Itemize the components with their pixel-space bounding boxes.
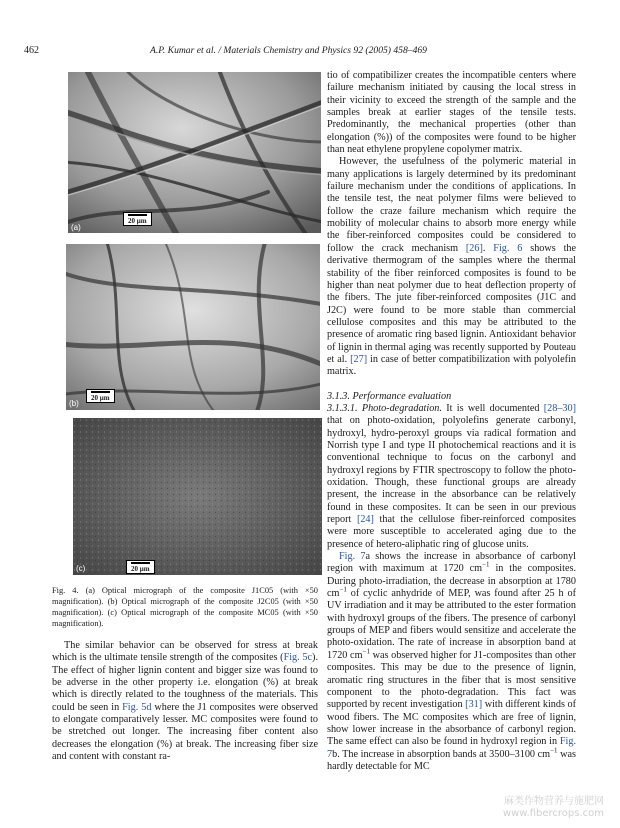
reference-link[interactable]: [31] <box>465 699 483 711</box>
text-run: a shows the increase in absorbance of carbonyl region with maximum at 1720 cm <box>327 551 576 575</box>
text-run: that the cellulose fiber-reinforced composites were more susceptible to accelerated aging due to the presence of hetero-aliphatic ring of glucose units. <box>327 514 576 550</box>
text-run: with different kinds of wood fibers. The MC composites which are free of lignin, show lower increase in the absorbance of carbonyl region. The same effect can also be found in hydroxyl region in <box>327 699 576 748</box>
panel-label-a: (a) <box>71 223 81 232</box>
left-column-text <box>52 640 318 763</box>
text-run: shows the derivative thermogram of the samples where the thermal stability of the fiber reinforced composites is found to be higher than neat polymer due to heat deflection property of the fibers. The jute fiber-reinforced composites (J1C and J2C) were found to be more stable than commercial cellulose composites and this may be attributed to the presence of aromatic ring based lignin. Antioxidant behavior of lignin in thermal aging was recently supported by Pouteau et al. <box>327 242 577 365</box>
running-head: A.P. Kumar et al. / Materials Chemistry and Physics 92 (2005) 458–469 <box>150 45 427 56</box>
text-run: that on photo-oxidation, polyolefins generate carbonyl, hydroxyl, hydro-peroxyl groups via radical formation and Norrish type I and type II photochemical reactions and it is conventional technique to focus on the carbonyl and hydroxyl regions by FTIR spectroscopy to follow the photo-oxidation. Though, these functional groups are already present, the increase in the absorbance can be relatively found in these composites. It can be seen in our previous report <box>327 415 576 526</box>
paragraph-3 <box>327 403 576 551</box>
text-run: b. The increase in absorption bands at 3500–3100 cm <box>332 748 551 760</box>
superscript: −1 <box>362 647 370 656</box>
micrograph-c <box>73 418 322 575</box>
paragraph-4 <box>327 551 576 773</box>
page-number: 462 <box>24 45 39 56</box>
text-run: It is well documented <box>441 402 544 414</box>
panel-label-c: (c) <box>76 564 86 573</box>
figure-column <box>66 72 318 575</box>
micrograph-b <box>66 244 320 410</box>
superscript: −1 <box>482 561 490 570</box>
subsection-heading: 3.1.3.1. Photo-degradation. <box>327 402 442 414</box>
panel-label-b: (b) <box>69 399 79 408</box>
superscript: −1 <box>550 746 558 755</box>
section-heading: 3.1.3. Performance evaluation <box>327 390 452 402</box>
text-run: in case of better compatibilization with polyolefin matrix. <box>327 353 576 378</box>
figure-caption: Fig. 4. (a) Optical micrograph of the composite J1C05 (with ×50 magnification). (b) Optical micrograph of the composite J2C05 (with ×50 magnification). (c) Optical micrograph of the composite MC05 (with ×50 magnification). <box>52 586 318 628</box>
superscript: −1 <box>339 585 347 594</box>
paragraph-1: tio of compatibilizer creates the incompatible centers where failure mechanism initiated by causing the local stress in their vicinity to exceed the strength of the sample and the samples break at earlier stages of the tensile tests. Predominantly, the mechanical properties (other than elongation (%)) of the composites were found to be higher than neat ethylene propylene copolymer matrix. <box>327 70 576 156</box>
micrograph-a <box>68 72 321 233</box>
scale-bar-c: 20 μm <box>126 560 155 574</box>
watermark-line-2: www.fibercrops.com <box>502 808 604 819</box>
watermark <box>503 796 604 820</box>
text-run: However, the usefulness of the polymeric material in many applications is largely determined by its predominant failure mechanism under the conditions of applications. In the tensile test, the neat polymer films were believed to follow the craze failure mechanism which require the mobility of molecular chains to absorb more energy while the fiber-reinforced composites could be considered to follow the crack mechanism <box>327 156 576 254</box>
reference-link[interactable]: [26] <box>465 242 483 254</box>
reference-link[interactable]: Fig. 6 <box>493 242 523 254</box>
watermark-line-1: 麻类作物营养与施肥网 <box>504 796 604 807</box>
text-run: The similar behavior can be observed for stress at break which is the ultimate tensile strength of the composites ( <box>52 640 318 664</box>
text-run: . <box>482 242 494 254</box>
scale-bar-b: 20 μm <box>86 389 115 403</box>
reference-link[interactable]: Fig. 5d <box>122 701 152 713</box>
text-run: ). The effect of higher lignin content and bigger size was found to be adverse in the other property i.e. elongation (%) at break which is directly related to the toughness of the materials. This could be seen in <box>52 652 318 713</box>
reference-link[interactable]: [24] <box>356 514 374 526</box>
reference-link[interactable]: Fig. 7 <box>327 736 576 760</box>
scale-bar-a: 20 μm <box>123 212 152 226</box>
paragraph-2 <box>327 156 576 378</box>
text-run: was hardly detectable for MC <box>327 748 576 772</box>
text-run: of cyclic anhydride of MEP, was found after 25 h of UV irradiation and it may be attributed to the ester formation with hydroxyl groups of the fibers. The presence of carbonyl groups of MEP and fibers would sensitize and accelerate the photo-oxidation. The rate of increase in absorption band at 1720 cm <box>327 588 576 661</box>
reference-link[interactable]: [28–30] <box>543 402 576 414</box>
text-run: where the J1 composites were observed to elongate comparatively lesser. MC composites were found to be stretched out longer. The increasing fiber content also decreases the elongation (%) at break. The increasing fiber size and content with constant ra- <box>52 701 318 763</box>
text-run: was observed higher for J1-composites than other composites. This may be due to the presence of lignin, aromatic ring structures in the fiber that is most sensitive component to the photo-degradation. This fact was supported by recent investigation <box>327 649 576 711</box>
reference-link[interactable]: [27] <box>350 353 368 365</box>
right-column-text <box>327 70 576 773</box>
paragraph-left <box>52 640 318 763</box>
reference-link[interactable]: Fig. 7 <box>339 551 366 563</box>
text-run: in the composites. During photo-irradiation, the decrease in absorption at 1780 cm <box>327 563 577 600</box>
reference-link[interactable]: Fig. 5c <box>283 652 313 664</box>
